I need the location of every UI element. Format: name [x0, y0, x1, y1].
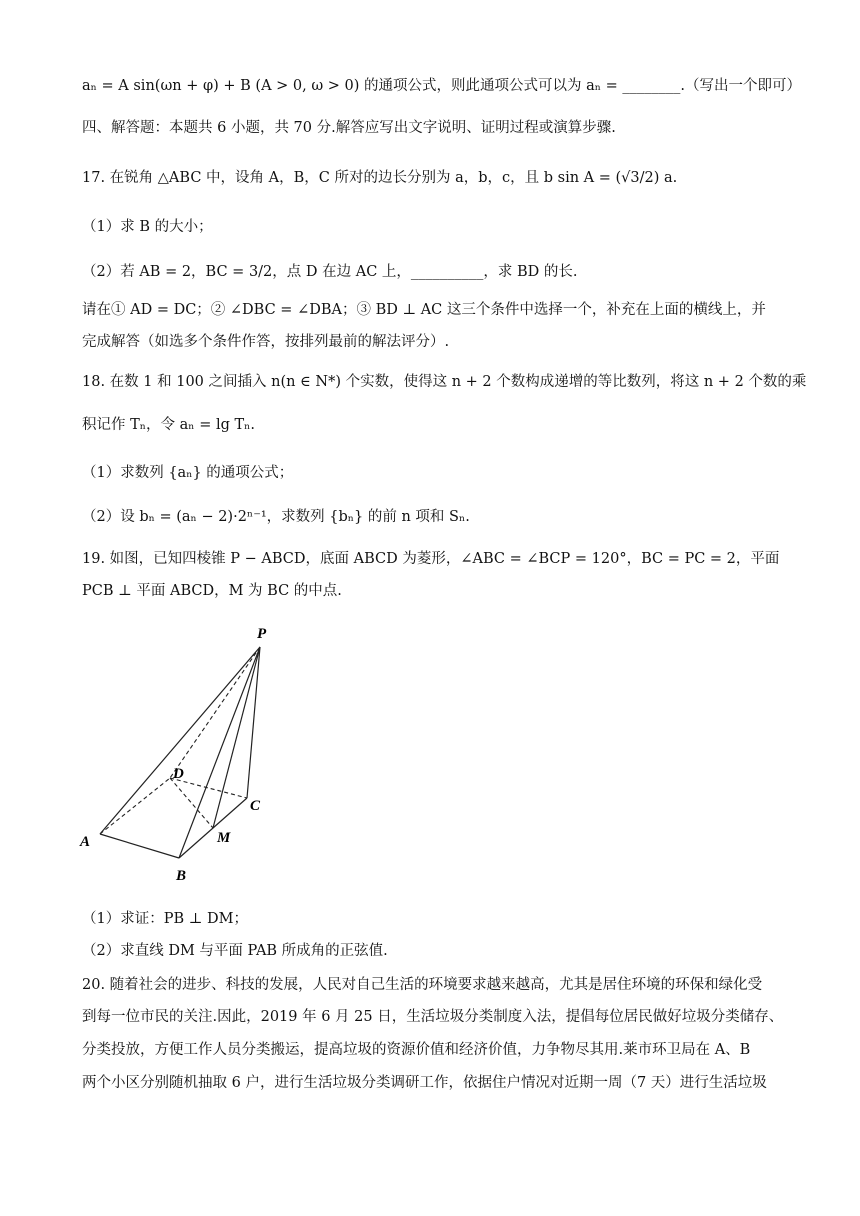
label-D: D	[173, 766, 184, 782]
line-12: 19. 如图，已知四棱锥 P − ABCD，底面 ABCD 为菱形，∠ABC = ∠BCP = 120°，BC = PC = 2，平面	[82, 551, 780, 567]
edge-AD	[100, 778, 170, 834]
edge-PB	[179, 647, 260, 858]
line-18: 分类投放，方便工作人员分类搬运，提高垃圾的资源价值和经济价值，力争物尽其用.莱市环卫局在 A、B	[82, 1042, 751, 1058]
label-C: C	[250, 798, 261, 814]
line-16: 20. 随着社会的进步、科技的发展，人民对自己生活的环境要求越来越高，尤其是居住环境的环保和绿化受	[82, 977, 763, 993]
line-15: （2）求直线 DM 与平面 PAB 所成角的正弦值.	[82, 943, 388, 959]
label-P: P	[257, 626, 267, 642]
line-8: 18. 在数 1 和 100 之间插入 n(n ∈ N*) 个实数，使得这 n + 2 个数构成递增的等比数列，将这 n + 2 个数的乘	[82, 374, 807, 390]
label-M: M	[217, 830, 231, 846]
label-A: A	[80, 834, 91, 850]
edge-PD	[170, 647, 260, 778]
line-9: 积记作 Tₙ，令 aₙ = lg Tₙ.	[82, 417, 256, 433]
line-6: 请在① AD = DC；② ∠DBC = ∠DBA；③ BD ⊥ AC 这三个条件中选择一个，补充在上面的横线上，并	[82, 302, 766, 318]
line-7: 完成解答（如选多个条件作答，按排列最前的解法评分）.	[82, 334, 450, 350]
line-5: （2）若 AB = 2，BC = 3/2，点 D 在边 AC 上，__________，求 BD 的长.	[82, 264, 578, 280]
pyramid-figure	[70, 620, 300, 890]
edge-AB	[100, 834, 179, 858]
line-10: （1）求数列 {aₙ} 的通项公式；	[82, 465, 294, 481]
line-1: aₙ = A sin(ωn + φ) + B (A > 0, ω > 0) 的通项公式，则此通项公式可以为 aₙ = ________.（写出一个即可）	[82, 78, 802, 94]
line-14: （1）求证：PB ⊥ DM；	[82, 911, 248, 927]
label-B: B	[176, 868, 187, 884]
line-17: 到每一位市民的关注.因此，2019 年 6 月 25 日，生活垃圾分类制度入法，提倡每位居民做好垃圾分类储存、	[82, 1009, 784, 1025]
line-11: （2）设 bₙ = (aₙ − 2)·2ⁿ⁻¹，求数列 {bₙ} 的前 n 项和 Sₙ.	[82, 509, 470, 525]
line-2: 四、解答题：本题共 6 小题，共 70 分.解答应写出文字说明、证明过程或演算步骤.	[82, 120, 616, 136]
pyramid-diagram	[70, 620, 300, 890]
line-13: PCB ⊥ 平面 ABCD，M 为 BC 的中点.	[82, 583, 342, 599]
line-19: 两个小区分别随机抽取 6 户，进行生活垃圾分类调研工作，依据住户情况对近期一周（7 天）进行生活垃圾	[82, 1075, 767, 1091]
line-3: 17. 在锐角 △ABC 中，设角 A，B，C 所对的边长分别为 a，b，c，且 b sin A = (√3/2) a.	[82, 170, 678, 186]
line-4: （1）求 B 的大小；	[82, 219, 213, 235]
